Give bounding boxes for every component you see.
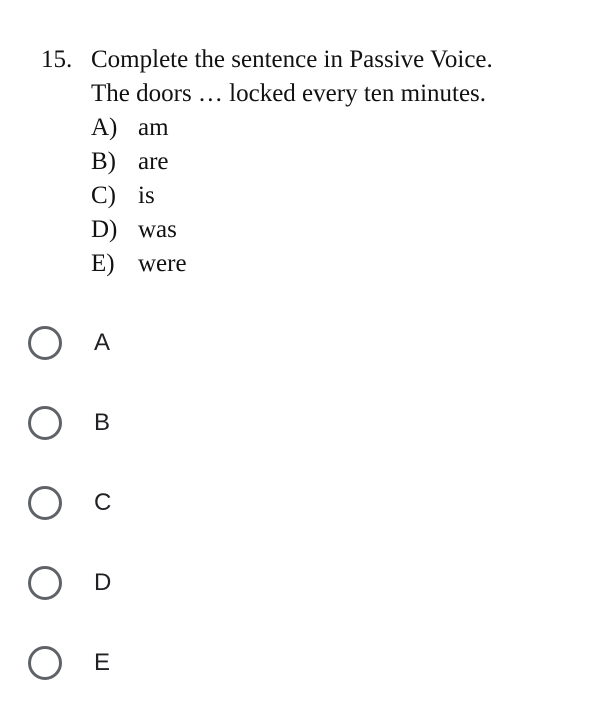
option-letter: B) [91, 148, 116, 175]
option-text: am [138, 114, 169, 141]
question-option-d [41, 213, 601, 247]
answer-choice-a[interactable] [28, 303, 328, 383]
option-text: are [138, 148, 169, 175]
answer-choice-e[interactable] [28, 623, 328, 703]
answer-choice-b[interactable] [28, 383, 328, 463]
option-letter: A) [91, 114, 118, 141]
answer-choice-c[interactable] [28, 463, 328, 543]
option-text: is [138, 182, 155, 209]
question-prompt-line [41, 43, 601, 77]
question-number: 15. [41, 46, 73, 73]
question-sentence: The doors … locked every ten minutes. [91, 80, 487, 107]
option-letter: D) [91, 216, 118, 243]
question-option-c [41, 179, 601, 213]
choice-label: B [94, 409, 111, 436]
question-prompt: Complete the sentence in Passive Voice. [91, 46, 493, 73]
option-text: were [138, 250, 187, 277]
option-letter: C) [91, 182, 116, 209]
question-block [41, 43, 601, 281]
question-option-e [41, 247, 601, 281]
radio-button[interactable] [28, 326, 62, 360]
radio-button[interactable] [28, 406, 62, 440]
radio-button[interactable] [28, 646, 62, 680]
choice-label: A [94, 329, 111, 356]
answer-choice-d[interactable] [28, 543, 328, 623]
question-option-a [41, 111, 601, 145]
option-text: was [138, 216, 177, 243]
choice-label: C [94, 489, 112, 516]
choice-label: E [94, 649, 111, 676]
option-letter: E) [91, 250, 115, 277]
question-option-b [41, 145, 601, 179]
choice-label: D [94, 569, 112, 596]
radio-button[interactable] [28, 486, 62, 520]
radio-button[interactable] [28, 566, 62, 600]
